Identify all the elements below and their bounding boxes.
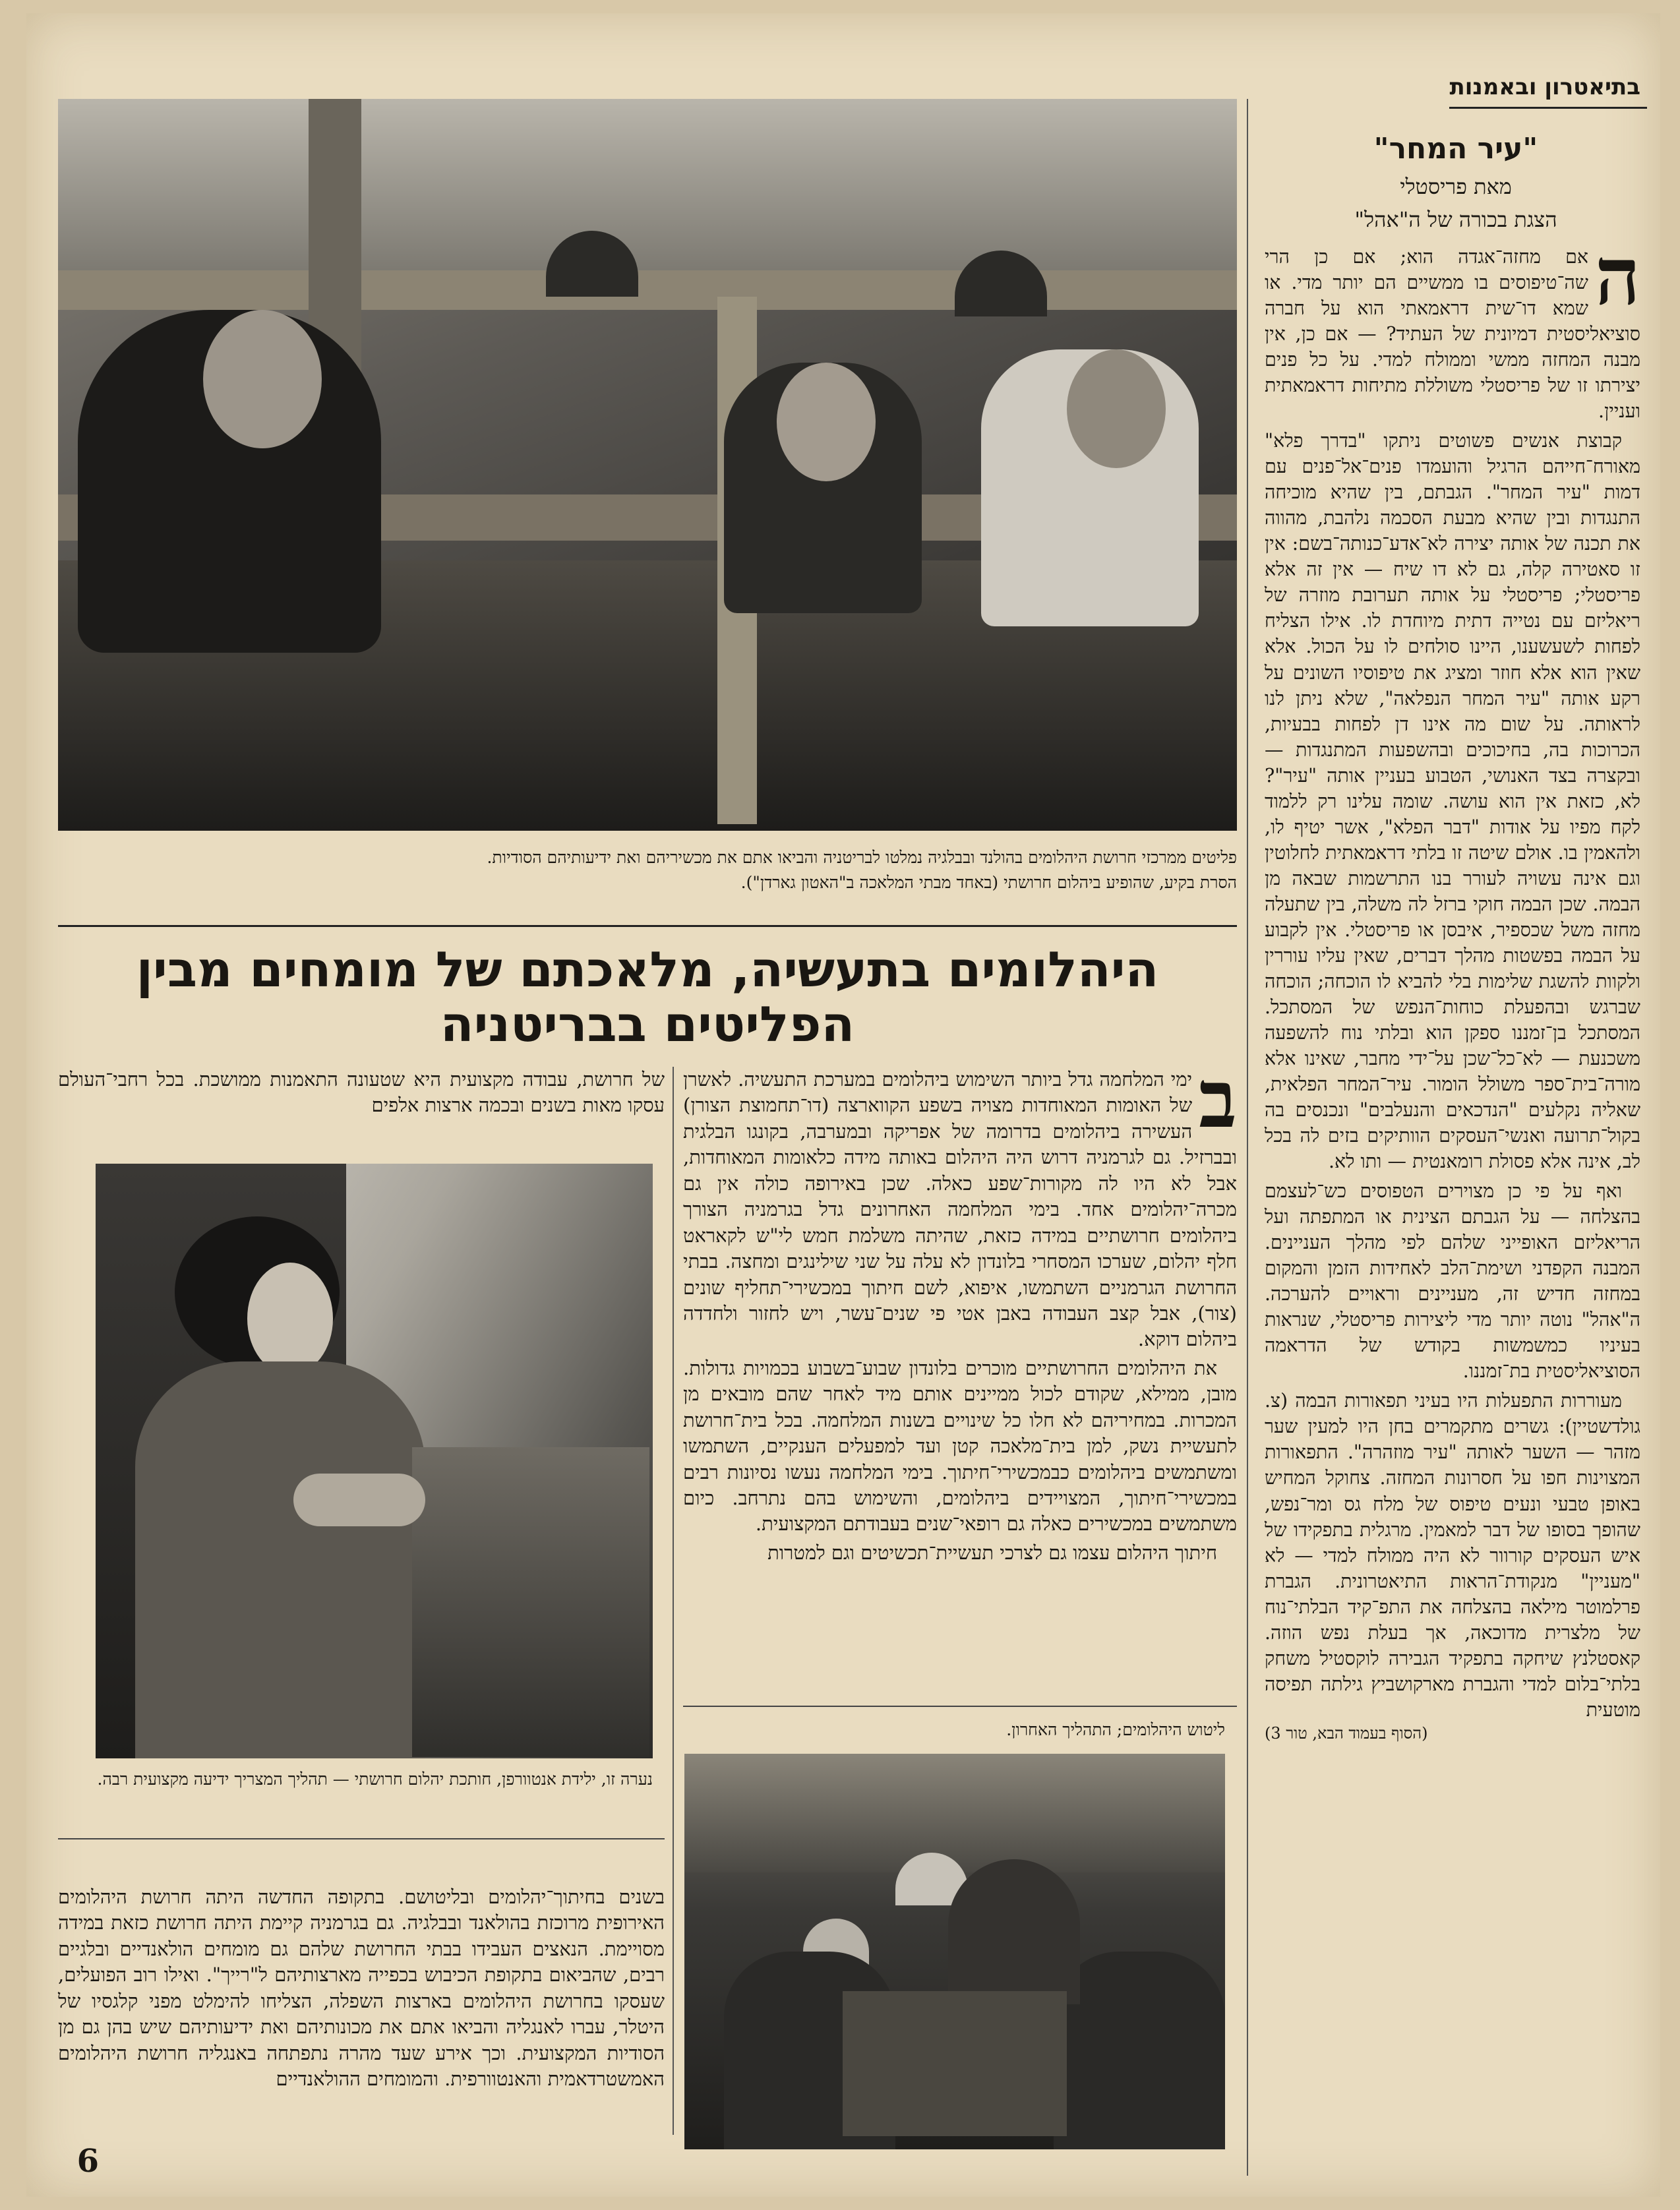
article-column-2-bottom: בשנים בחיתוך־יהלומים ובליטושם. בתקופה החדשה היתה חרושת היהלומים האירופית מרוכזת בהולאנד ובבלגיה. גם בגרמניה קיימת היתה חרושת כזאת במידה מסויימת. הנאצים העבידו בבתי החרושת שלהם גם מומחים הולאנדיים ובלגיים רבים, שהביאום בתקופת הכיבוש בכפייה מארצותיהם ל"רייך". ואילו רוב הפועלים, שעסקו בחרושת היהלומים בארצות השפלה, הצליחו להימלט מפני קלגסיו של היטלר, עברו לאנגליה והביאו אתם את מכונותיהם ואת ידיעותיהם שיש בהן גם מן הסודיות המקצועית. וכך אירע שעד מהרה נתפתחה באנגליה חרושת היהלומים האמשטרדאמית והאנטוורפית. והמומחים ההולאנדיים (58, 1886, 665, 2091)
review-paragraph: קבוצת אנשים פשוטים ניתקו "בדרך פלא" מאורח־חייהם הרגיל והועמדו פנים־אל־פנים עם דמות "עיר המחר". הגבתם, בין שהיא מוכיחה התנגדות ובין שהיא מבעת הסכמה נלהבת, מהווה את תכנה של אותה יצירה לא־אדע־כנותה־בשם: אין זו סאטירה קלה, גם לא דו שיח — אין זה אלא פריסטלי; פריסטלי על אותה תערובת מוזרה של ריאליזם עם נטייה דתית מיוחדת לו. אילו הצליח לפחות לשעשענו, היינו סולחים לו על הכול. אלא שאין הוא אלא חוזר ומציג את טיפוסיו השונים על רקע אותה "עיר המחר הנפלאה", שלא ניתן לנו לראותה. על שום מה אינו דן לפחות בבעיות, הכרוכות בה, בחיכוכים ובהשפעות המתנגדות — ובקצרה בצד האנושי, הטבוע בעניין אותה "עיר"? לא, כזאת אין הוא עושה. שומה עלינו רק ללמוד לקח מפיו על אודות "דבר הפלא", אשר יטיף לו, ולהאמין בו. אולם שיטה זו בלתי דראמאתית לחלוטין וגם אינה עשויה לעורר בנו התרשמות שבאה מן הבמה. שכן הבמה חוקי ברזל לה משלה, בין שתעלה מחזה משל שכספיר, איבסן או פריסטלי. אין לקבוע על הבמה בפשטות מהלך דברים, שאין עליו עוררין ולקוות להשגת שלימות בלי להביא לו הוכחה; הוכחה שברגש ובהפעלת כוחות־הנפש של המסתכל. המסתכל בן־זמננו ספקן הוא ובלתי נוח להשפעה משכנעת — לא־כל־שכן על־ידי מחבר, שאינו אלא מורה־בית־ספר משולל הומור. עיר־המחר הפלאית, שאליה נקלעים "הנדכאים והנעלבים" ונכנסים בה בקול־תרועה ואנשי־העסקים הוותיקים בזים לה בכל לב, אינה אלא פסולת רומאנטית — ותו לא. (1265, 430, 1640, 1173)
article-headline (58, 943, 1237, 1052)
review-subtitle: הצגת בכורה של ה"אהל" (1354, 207, 1557, 232)
column-divider (673, 1067, 674, 2135)
review-divider (1247, 99, 1248, 2176)
article-headline-line1: היהלומים בתעשיה, מלאכתם של מומחים מבין (136, 941, 1159, 998)
col1-photo-rule (683, 1706, 1237, 1707)
header-rule (1449, 107, 1647, 109)
review-drop-cap: ה (1594, 230, 1640, 323)
review-byline: מאת פריסטלי (1400, 174, 1512, 199)
workshop-photo-caption: ליטוש היהלומים; התהליך האחרון. (1006, 1720, 1225, 1739)
article-col1-paragraph: ימי המלחמה גדל ביותר השימוש ביהלומים במערכת התעשיה. לאשרן של האומות המאוחדות מצויה בשפע הקווארצה (דו־תחמוצת הצורן) העשירה ביהלומים בדרומה של אפריקה ובמערבה, בקונגו הבלגית ובברזיל. גם לגרמניה דרוש היה היהלום באותה מידה כלאומות המאוחדות, אבל לא היו לה מקורות־שפע כאלה. שכן באירופה כולה אין גם מכרה־יהלומים אחד. בימי המלחמה האחרונים גדל בגרמניה הצורך ביהלומים חרושתיים במידה כזאת, שהיתה משלמת חמש לי"ש לקאראט חלף יהלום, שערכו המסחרי בלונדון לא עלה על שני שילינגים ומחצה. בבתי החרושת הגרמניים השתמשו, איפוא, לשם חיתוך במכשירי־תחליף שונים (צור), אבל קצב העבודה באבן אטי פי שנים־עשר, ויש לחזור ולחדדה ביהלום דוקא. (683, 1068, 1237, 1351)
woman-face (247, 1263, 333, 1375)
section-header: בתיאטרון ובאמנות (1449, 74, 1640, 100)
photo-diamond-polishing (684, 1754, 1225, 2149)
article-col1-paragraph: חיתוך היהלום עצמו גם לצרכי תעשיית־תכשיטים וגם למטרות (767, 1541, 1217, 1564)
top-photo-caption (58, 845, 1237, 895)
review-paragraph: ואף על פי כן מצוירים הטפוסים כש־לעצמם בהצלחה — על הגבתם הצינית או המתפתה ועל הריאליזם האופייני שלהם לפי מהלך העניינים. המבנה הקפדני ושימת־הלב לאחידות הזמן והמקום במחזה חדיש זה, מעניינים וראויים להערכה. ה"אהל" נוטה יותר מדי ליצירות פריסטלי, שנראות בעיניו כמשמשות בקודש של הדראמה הסוציאליסטית בת־זמננו. (1265, 1180, 1640, 1383)
photo-woman-cutting-diamond (96, 1164, 653, 1758)
review-body (1265, 230, 1640, 1745)
photo-diamond-workshop (58, 99, 1237, 831)
review-continuation-note: (הסוף בעמוד הבא, טור 3) (1265, 1723, 1428, 1743)
review-paragraph: מעוררות התפעלות היו בעיני תפאורות הבמה (צ. גולדשטיין): גשרים מתקמרים בחן היו למעין שער מזהר — השער לאותה "עיר מוזהרה". התפאורות המצוינות חפו על חסרונות המחזה. צחוקל המחיש באופן טבעי ונעים טיפוס של מלח גס ומר־נפש, שהופך בסופו של דבר למאמין. מרגלית בתפקידו של איש העסקים קורוור לא היה ממולח למדי — לא "מעניין" מנקודת־הראות התיאטרונית. הגברת פרלמוטר מילאה בהצלחה את התפ־קיד הבלתי־נוח של מלצרית מדוכאה, אך בעלת נפש הוזה. קאסטלנץ שיחקה בתפקיד הגבירה לוקסטיל משחק בלתי־בלום למדי והגברת מארקושביץ גילתה תפיסה מוטעית (1265, 1390, 1640, 1721)
grinding-machine (412, 1447, 649, 1757)
top-photo-caption-line2: הסרת בקיע, שהופיע ביהלום חרושתי (באחד מבתי המלאכה ב"האטון גארדן"). (740, 872, 1237, 892)
col2-rule (58, 1838, 665, 1839)
review-paragraph: אם מחזה־אגדה הוא; אם כן הרי שה־טיפוסים בו ממשיים הם יותר מדי. או שמא דו־שית דראמאתי הוא על חברה סוציאליסטית דמיונית של העתיד? — אם כן, אין מבנה המחזה ממשי וממולח למדי. על כל פנים יצירתו זו של פריסטלי משוללת מתיחות דראמאתית ועניין. (1265, 246, 1640, 423)
page-number: 6 (76, 2143, 99, 2180)
article-col1-paragraph: את היהלומים החרושתיים מוכרים בלונדון שבוע־בשבוע בכמויות גדולות. מובן, ממילא, שקודם לכול ממיינים אותם מיד לאחר שהם מובאים מן המכרות. במחיריהם לא חלו כל שינויים בשנות המלחמה. בכל בית־חרושת לתעשיית נשק, למן בית־מלאכה קטן ועד למפעלים הענקיים, השתמשו ומשתמשים ביהלומים כבמכשירי־חיתוך. בימי המלחמה נעשו נסיונות רבים במכשירי־חיתוך, המצויידים ביהלומים, והשימוש בהם נתרחב. כיום משתמשים במכשירים כאלה גם רופאי־שנים בעבודתם המקצועית. (683, 1356, 1237, 1536)
article-drop-cap: ב (1199, 1053, 1237, 1146)
article-headline-line2: הפליטים בבריטניה (440, 996, 855, 1053)
woman-body (135, 1361, 425, 1758)
magazine-page (26, 13, 1660, 2197)
review-title: "עיר המחר" (1373, 132, 1538, 165)
article-column-2-top: של חרושת, עבודה מקצועית היא שטעונה התאמנות ממושכת. בכל רחבי־העולם עסקו מאות בשנים ובכמה ארצות אלפים (58, 1068, 665, 1117)
woman-photo-caption: נערה זו, ילידת אנטוורפן, חותכת יהלום חרושתי — תהליך המצריך ידיעה מקצועית רבה. (97, 1770, 653, 1789)
headline-top-rule (58, 925, 1237, 927)
article-column-1 (683, 1053, 1237, 1566)
top-photo-caption-line1: פליטים ממרכזי חרושת היהלומים בהולנד ובבלגיה נמלטו לבריטניה והביאו אתם את מכשיריהם ואת ידיעותיהם הסודיות. (487, 848, 1237, 867)
